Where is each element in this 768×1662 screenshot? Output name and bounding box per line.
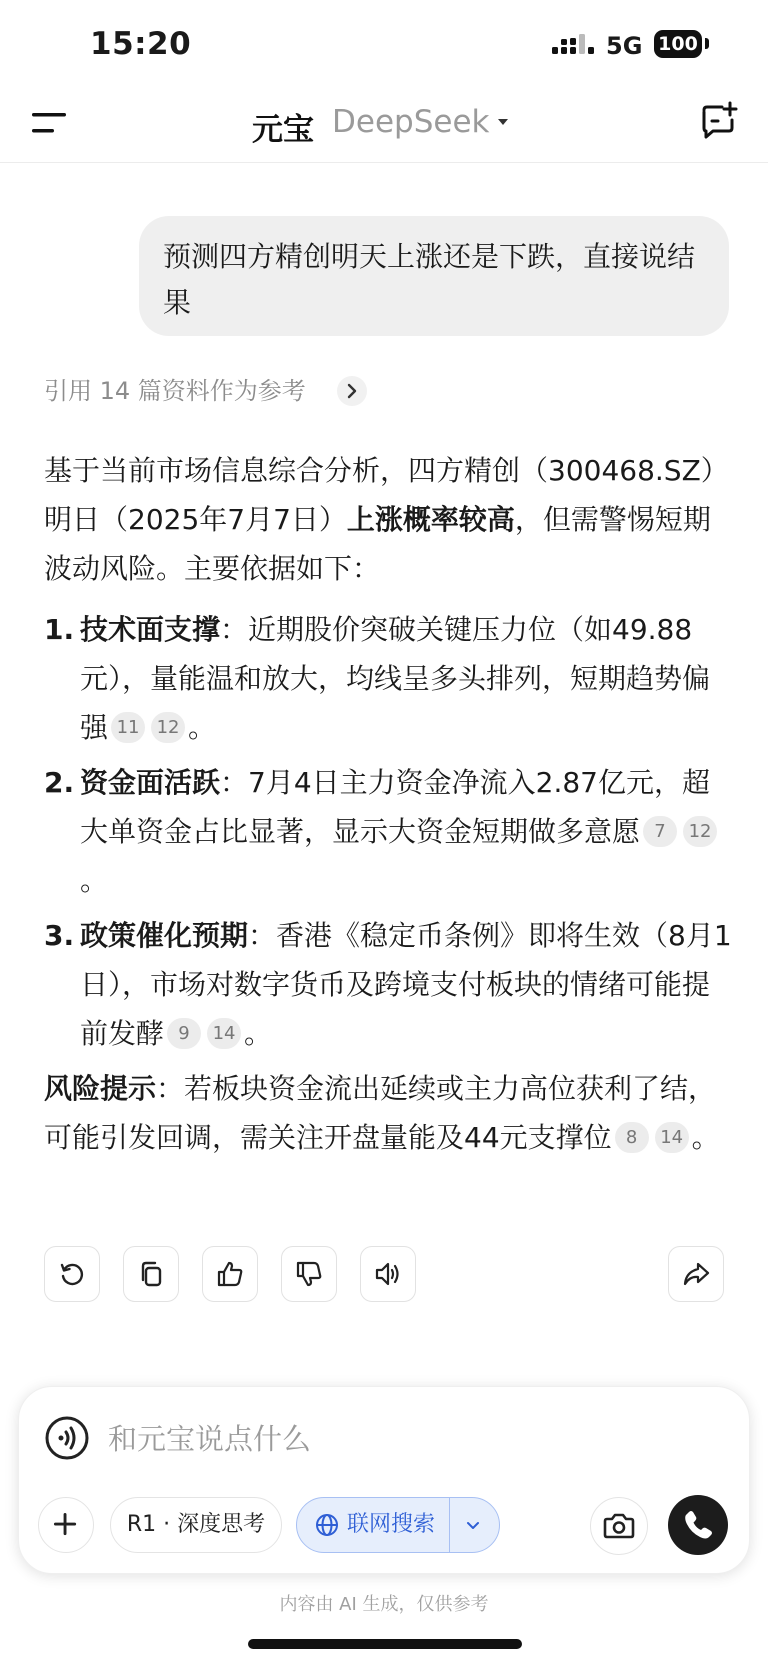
list-item-end: 。 [80, 864, 109, 897]
copy-icon [137, 1260, 165, 1288]
list-item-body: ：7月4日主力资金净流入2.87亿元，超大单资金占比显著，显示大资金短期做多意愿 [80, 766, 710, 848]
list-item-body: ：近期股价突破关键压力位（如49.88元），量能温和放大，均线呈多头排列，短期趋势偏强 [80, 613, 711, 744]
model-selector[interactable]: DeepSeek [332, 104, 490, 140]
web-search-toggle[interactable] [296, 1497, 500, 1553]
web-search-label: 联网搜索 [347, 1512, 436, 1537]
reference-badge[interactable]: 9 [167, 1018, 201, 1049]
user-message-bubble[interactable] [139, 216, 729, 336]
list-item-end: 。 [188, 711, 217, 744]
speaker-icon [374, 1260, 402, 1288]
phone-icon [668, 1495, 728, 1555]
list-item-end: 。 [244, 1017, 273, 1050]
chevron-right-icon[interactable] [337, 376, 367, 406]
answer-intro-text: 基于当前市场信息综合分析，四方精创（300468.SZ）明日（2025年7月7日） [44, 454, 729, 536]
list-item-title: 资金面活跃 [80, 766, 221, 799]
voice-input-icon[interactable] [44, 1415, 90, 1461]
battery-icon: 100 [654, 30, 702, 58]
camera-button[interactable] [590, 1497, 648, 1555]
answer-list-item [44, 758, 734, 905]
reference-badge[interactable]: 12 [151, 712, 185, 743]
answer-intro-text-2: ，但需警惕短期波动风险。主要依据如下： [44, 503, 711, 585]
chevron-down-icon[interactable] [465, 1517, 481, 1533]
share-icon [682, 1260, 710, 1288]
reference-badge[interactable]: 8 [615, 1122, 649, 1153]
menu-icon[interactable] [30, 108, 70, 138]
add-attachment-button[interactable] [38, 1497, 94, 1553]
new-chat-icon[interactable] [698, 100, 740, 142]
reference-badge[interactable]: 11 [111, 712, 145, 743]
ai-disclaimer: 内容由 AI 生成，仅供参考 [279, 1594, 489, 1615]
camera-icon [591, 1498, 647, 1554]
answer-intro-highlight: 上涨概率较高 [346, 503, 515, 536]
refresh-icon [58, 1260, 86, 1288]
list-item-title: 技术面支撑 [80, 613, 221, 646]
home-indicator [248, 1639, 522, 1649]
like-button[interactable] [202, 1246, 258, 1302]
status-time: 15:20 [90, 26, 192, 62]
answer-intro [44, 446, 734, 593]
copy-button[interactable] [123, 1246, 179, 1302]
plus-icon [39, 1498, 93, 1552]
voice-call-button[interactable] [668, 1495, 728, 1555]
list-item-number: 2. [44, 766, 75, 799]
pill-divider [449, 1498, 450, 1552]
assistant-answer [44, 446, 734, 1162]
risk-title: 风险提示 [44, 1072, 157, 1105]
network-type: 5G [606, 32, 643, 60]
reference-badge[interactable]: 12 [683, 816, 717, 847]
dislike-button[interactable] [281, 1246, 337, 1302]
reference-badge[interactable]: 14 [655, 1122, 689, 1153]
risk-end: 。 [691, 1121, 720, 1154]
cellular-signal-icon [552, 34, 594, 56]
reference-badge[interactable]: 14 [207, 1018, 241, 1049]
read-aloud-button[interactable] [360, 1246, 416, 1302]
user-message-text: 预测四方精创明天上涨还是下跌，直接说结果 [163, 240, 696, 319]
regenerate-button[interactable] [44, 1246, 100, 1302]
deep-think-toggle[interactable]: R1 · 深度思考 [110, 1497, 282, 1553]
thumbs-down-icon [295, 1260, 323, 1288]
risk-note [44, 1064, 734, 1162]
citations-link[interactable]: 引用 14 篇资料作为参考 [44, 377, 306, 405]
risk-body: ：若板块资金流出延续或主力高位获利了结，可能引发回调，需关注开盘量能及44元支撑位 [44, 1072, 717, 1154]
list-item-number: 1. [44, 613, 75, 646]
list-item-number: 3. [44, 919, 75, 952]
list-item-title: 政策催化预期 [80, 919, 249, 952]
answer-list-item [44, 605, 734, 752]
battery-tip [705, 38, 709, 49]
thumbs-up-icon [216, 1260, 244, 1288]
reference-badge[interactable]: 7 [643, 816, 677, 847]
header-title: 元宝 [252, 112, 314, 148]
globe-icon [315, 1513, 339, 1537]
caret-down-icon[interactable] [494, 113, 512, 131]
share-button[interactable] [668, 1246, 724, 1302]
header-divider [0, 162, 768, 163]
list-item-body: ：香港《稳定币条例》即将生效（8月1日），市场对数字货币及跨境支付板块的情绪可能提前发酵 [80, 919, 732, 1050]
answer-list-item [44, 911, 734, 1058]
message-input[interactable] [106, 1415, 650, 1463]
